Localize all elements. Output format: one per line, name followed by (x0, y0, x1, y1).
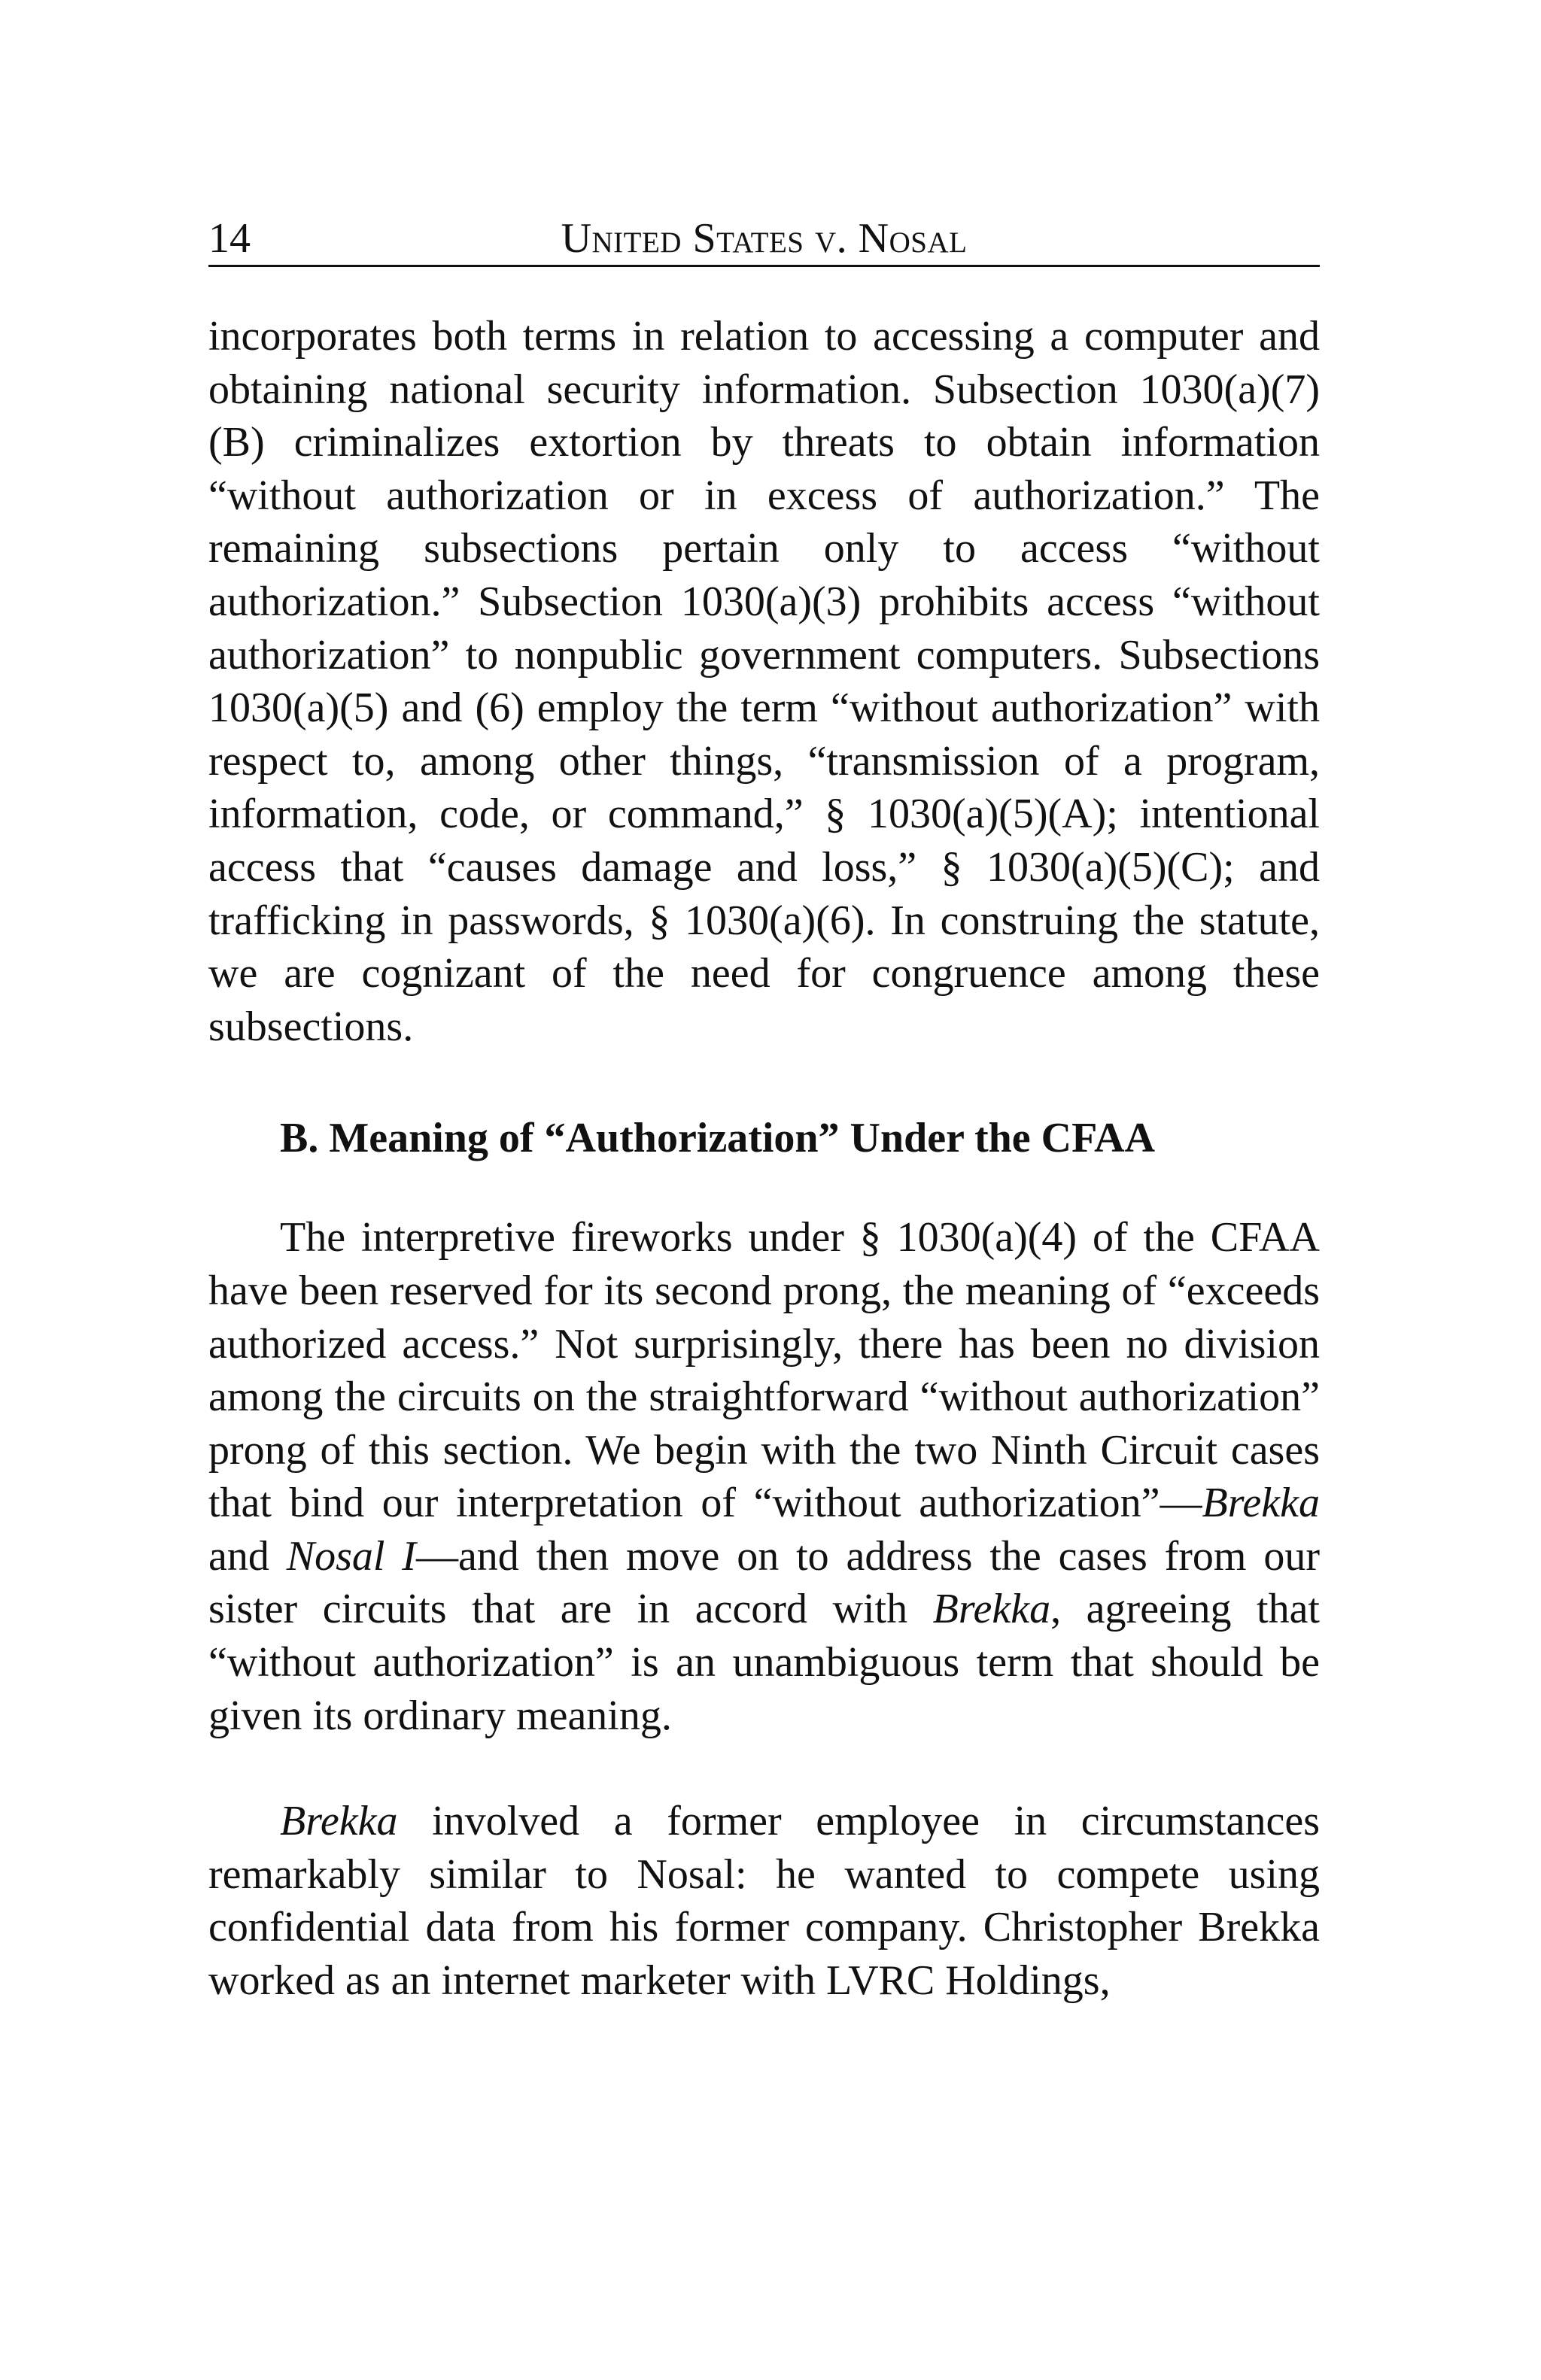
paragraph-text: The interpretive fireworks under § 1030(a)(4) of the CFAA have been reserved for its second prong, the meaning of “exceeds authorized access.” Not surprisingly, there has been no division among the circuits on the straightforward “without authorization” prong of this section. We begin with the two Ninth Circuit cases that bind our interpretation of “without authorization”— (208, 1214, 1320, 1527)
body-paragraph: incorporates both terms in relation to accessing a computer and obtaining national security information. Subsection 1030(a)(7)(B) criminalizes extortion by threats to obtain information “without authorization or in excess of authorization.” The remaining subsections pertain only to access “without authorization.” Subsection 1030(a)(3) prohibits access “without authorization” to nonpublic government computers. Subsections 1030(a)(5) and (6) employ the term “without authorization” with respect to, among other things, “transmission of a program, information, code, or command,” § 1030(a)(5)(A); intentional access that “causes damage and loss,” § 1030(a)(5)(C); and trafficking in passwords, § 1030(a)(6). In construing the statute, we are cognizant of the need for congruence among these subsections. (208, 313, 1320, 1050)
paragraph-text: , agreeing that “without authorization” is an unambiguous term that should be given its ordinary meaning. (208, 1586, 1320, 1739)
case-name: Brekka (280, 1798, 398, 1845)
page-header (208, 212, 1320, 267)
body-paragraph (208, 1795, 1320, 2007)
section-heading: B. Meaning of “Authorization” Under the CFAA (280, 1115, 1156, 1162)
case-name: Nosal I (286, 1532, 416, 1580)
body-paragraph (208, 1211, 1320, 1742)
case-name: Brekka (932, 1586, 1051, 1633)
case-name: Brekka (1202, 1480, 1320, 1527)
paragraph-text: involved a former employee in circumstances remarkably similar to Nosal: he wanted to compete using confidential data from his former company. Christopher Brekka worked as an internet marketer with LVRC Holdings, (208, 1798, 1320, 2005)
paragraph-text: —and then move on to address the cases from our sister circuits that are in accord with (208, 1532, 1320, 1633)
paragraph-text: and (208, 1532, 287, 1580)
running-title: United States v. Nosal (561, 215, 968, 262)
page-body (208, 310, 1320, 2008)
page-number: 14 (208, 215, 251, 262)
